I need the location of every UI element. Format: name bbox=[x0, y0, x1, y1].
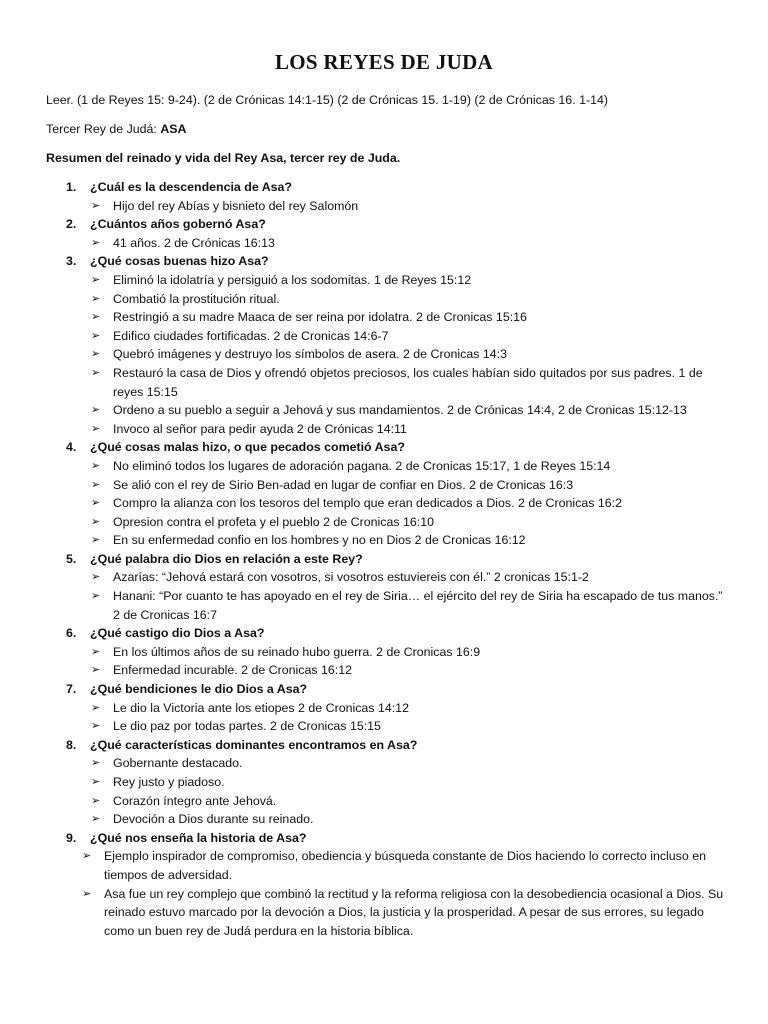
arrow-bullet-icon: ➢ bbox=[91, 273, 101, 286]
answer-text: Gobernante destacado. bbox=[113, 756, 243, 771]
answer-item bbox=[0, 587, 768, 624]
answer-text: Se alió con el rey de Sirio Ben-adad en lugar de confiar en Dios. 2 de Cronicas 16:3 bbox=[113, 477, 574, 492]
third-king-label: Tercer Rey de Judá: bbox=[46, 122, 161, 136]
answer-item bbox=[0, 699, 768, 718]
question-8 bbox=[0, 736, 768, 755]
question-number: 6. bbox=[66, 626, 77, 641]
question-text: ¿Qué nos enseña la historia de Asa? bbox=[90, 830, 307, 845]
document-title: LOS REYES DE JUDA bbox=[274, 50, 494, 74]
answer-text: Compro la alianza con los tesoros del templo que eran dedicados a Dios. 2 de Cronicas 16:2 bbox=[113, 496, 622, 511]
answer-item bbox=[0, 810, 768, 829]
arrow-bullet-icon: ➢ bbox=[91, 497, 101, 510]
question-text: ¿Cuántos años gobernó Asa? bbox=[90, 217, 266, 232]
arrow-bullet-icon: ➢ bbox=[91, 515, 101, 528]
arrow-bullet-icon: ➢ bbox=[82, 850, 92, 863]
answer-text: En su enfermedad confio en los hombres y no en Dios 2 de Cronicas 16:12 bbox=[113, 533, 526, 548]
answer-item bbox=[0, 754, 768, 773]
answer-text: Hijo del rey Abías y bisnieto del rey Salomón bbox=[113, 198, 359, 213]
answer-text: Opresion contra el profeta y el pueblo 2 de Cronicas 16:10 bbox=[113, 514, 434, 529]
arrow-bullet-icon: ➢ bbox=[91, 236, 101, 249]
answer-text: Quebró imágenes y destruyo los símbolos de asera. 2 de Cronicas 14:3 bbox=[113, 347, 507, 362]
arrow-bullet-icon: ➢ bbox=[91, 757, 101, 770]
answer-text: Ejemplo inspirador de compromiso, obediencia y búsqueda constante de Dios haciendo lo correcto incluso en tiempos de adversidad. bbox=[104, 849, 706, 882]
arrow-bullet-icon: ➢ bbox=[91, 571, 101, 584]
arrow-bullet-icon: ➢ bbox=[91, 311, 101, 324]
answer-item bbox=[0, 531, 768, 550]
answer-item bbox=[0, 197, 768, 216]
answer-item bbox=[0, 885, 768, 941]
answer-item bbox=[0, 643, 768, 662]
answer-text: Combatió la prostitución ritual. bbox=[113, 291, 280, 306]
answer-text: Eliminó la idolatría y persiguió a los sodomitas. 1 de Reyes 15:12 bbox=[113, 272, 472, 287]
answer-item bbox=[0, 494, 768, 513]
arrow-bullet-icon: ➢ bbox=[91, 534, 101, 547]
answer-item bbox=[0, 792, 768, 811]
arrow-bullet-icon: ➢ bbox=[91, 366, 101, 379]
answer-item bbox=[0, 327, 768, 346]
question-text: ¿Qué bendiciones le dio Dios a Asa? bbox=[90, 682, 308, 697]
arrow-bullet-icon: ➢ bbox=[91, 664, 101, 677]
answer-text: Restringió a su madre Maaca de ser reina por idolatra. 2 de Cronicas 15:16 bbox=[113, 310, 527, 325]
arrow-bullet-icon: ➢ bbox=[91, 794, 101, 807]
arrow-bullet-icon: ➢ bbox=[91, 459, 101, 472]
question-number: 3. bbox=[66, 254, 77, 269]
arrow-bullet-icon: ➢ bbox=[91, 701, 101, 714]
arrow-bullet-icon: ➢ bbox=[91, 590, 101, 603]
third-king-line bbox=[46, 122, 187, 136]
reading-references: Leer. (1 de Reyes 15: 9-24). (2 de Crónicas 14:1-15) (2 de Crónicas 15. 1-19) (2 de Crónicas 16. 1-14) bbox=[46, 93, 609, 107]
answer-item bbox=[0, 717, 768, 736]
question-text: ¿Qué castigo dio Dios a Asa? bbox=[90, 626, 265, 641]
answer-item bbox=[0, 420, 768, 439]
arrow-bullet-icon: ➢ bbox=[91, 422, 101, 435]
answer-item bbox=[0, 271, 768, 290]
answer-item bbox=[0, 401, 768, 420]
answer-text: Asa fue un rey complejo que combinó la rectitud y la reforma religiosa con la desobediencia ocasional a Dios. Su reinado estuvo marcado por la devoción a Dios, la justicia y la prosperidad. A pesar de sus errores, su legado como un buen rey de Judá perdura en la historia bíblica. bbox=[104, 886, 724, 938]
arrow-bullet-icon: ➢ bbox=[91, 292, 101, 305]
answer-text: Le dio paz por todas partes. 2 de Cronicas 15:15 bbox=[113, 719, 381, 734]
question-number: 1. bbox=[66, 180, 77, 194]
arrow-bullet-icon: ➢ bbox=[91, 329, 101, 342]
answer-item bbox=[0, 364, 768, 401]
question-number: 5. bbox=[66, 551, 77, 566]
answer-text: Restauró la casa de Dios y ofrendó objetos preciosos, los cuales habían sido quitados por sus padres. 1 de reyes 15:15 bbox=[113, 365, 703, 399]
arrow-bullet-icon: ➢ bbox=[91, 720, 101, 733]
answer-item bbox=[0, 457, 768, 476]
question-text: ¿Qué palabra dio Dios en relación a este Rey? bbox=[90, 551, 363, 566]
question-4 bbox=[0, 438, 768, 457]
question-text: ¿Qué características dominantes encontramos en Asa? bbox=[90, 737, 418, 752]
question-text: ¿Qué cosas malas hizo, o que pecados cometió Asa? bbox=[90, 440, 405, 455]
question-5 bbox=[0, 550, 768, 569]
question-text: ¿Qué cosas buenas hizo Asa? bbox=[90, 254, 269, 269]
answer-text: Hanani: “Por cuanto te has apoyado en el rey de Siria… el ejército del rey de Siria ha escapado de tus manos.” 2 de Cronicas 16:7 bbox=[113, 589, 723, 622]
summary-heading: Resumen del reinado y vida del Rey Asa, tercer rey de Juda. bbox=[46, 151, 401, 165]
arrow-bullet-icon: ➢ bbox=[82, 887, 92, 900]
answer-text: Azarías: “Jehová estará con vosotros, si vosotros estuviereis con él.” 2 cronicas 15:1-2 bbox=[113, 570, 589, 585]
answer-item bbox=[0, 513, 768, 532]
answer-item bbox=[0, 568, 768, 587]
questions-list bbox=[0, 178, 768, 940]
question-text: ¿Cuál es la descendencia de Asa? bbox=[90, 180, 293, 194]
question-number: 2. bbox=[66, 217, 77, 232]
question-9 bbox=[0, 829, 768, 848]
question-number: 8. bbox=[66, 737, 77, 752]
answer-text: Rey justo y piadoso. bbox=[113, 775, 225, 789]
third-king-name: ASA bbox=[160, 122, 187, 136]
answer-item bbox=[0, 234, 768, 253]
question-number: 4. bbox=[66, 440, 77, 455]
question-1 bbox=[0, 178, 768, 197]
arrow-bullet-icon: ➢ bbox=[91, 404, 101, 417]
question-2 bbox=[0, 215, 768, 234]
arrow-bullet-icon: ➢ bbox=[91, 776, 101, 788]
answer-text: Ordeno a su pueblo a seguir a Jehová y sus mandamientos. 2 de Crónicas 14:4, 2 de Cronicas 15:12-13 bbox=[113, 403, 687, 418]
arrow-bullet-icon: ➢ bbox=[91, 645, 101, 658]
question-7 bbox=[0, 680, 768, 699]
answer-item bbox=[0, 476, 768, 495]
answer-item bbox=[0, 847, 768, 884]
arrow-bullet-icon: ➢ bbox=[91, 199, 101, 212]
answer-text: No eliminó todos los lugares de adoración pagana. 2 de Cronicas 15:17, 1 de Reyes 15:14 bbox=[113, 458, 611, 473]
arrow-bullet-icon: ➢ bbox=[91, 348, 101, 361]
question-number: 9. bbox=[66, 830, 77, 845]
answer-item bbox=[0, 308, 768, 327]
arrow-bullet-icon: ➢ bbox=[91, 813, 101, 826]
question-6 bbox=[0, 624, 768, 643]
answer-text: Invoco al señor para pedir ayuda 2 de Crónicas 14:11 bbox=[113, 421, 407, 436]
answer-text: Edifico ciudades fortificadas. 2 de Cronicas 14:6-7 bbox=[113, 328, 389, 343]
answer-text: Devoción a Dios durante su reinado. bbox=[113, 812, 314, 827]
question-number: 7. bbox=[66, 682, 77, 697]
answer-item bbox=[0, 290, 768, 309]
answer-text: En los últimos años de su reinado hubo guerra. 2 de Cronicas 16:9 bbox=[113, 644, 481, 659]
arrow-bullet-icon: ➢ bbox=[91, 478, 101, 491]
answer-item bbox=[0, 773, 768, 792]
answer-text: Corazón íntegro ante Jehová. bbox=[113, 793, 277, 808]
answer-item bbox=[0, 345, 768, 364]
answer-text: 41 años. 2 de Crónicas 16:13 bbox=[113, 235, 275, 250]
answer-item bbox=[0, 661, 768, 680]
question-3 bbox=[0, 252, 768, 271]
answer-text: Le dio la Victoria ante los etiopes 2 de Cronicas 14:12 bbox=[113, 700, 409, 715]
answer-text: Enfermedad incurable. 2 de Cronicas 16:12 bbox=[113, 663, 353, 678]
